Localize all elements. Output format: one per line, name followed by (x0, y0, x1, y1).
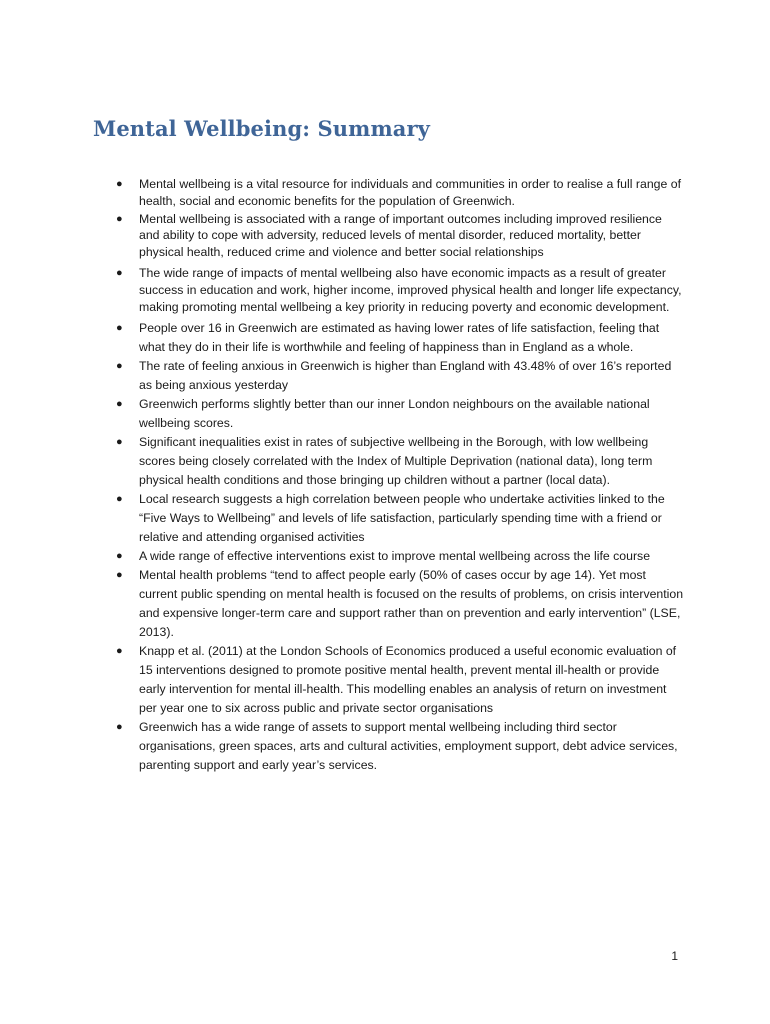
bullet-icon: ● (116, 360, 123, 373)
list-item (114, 176, 684, 210)
list-item-text: Significant inequalities exist in rates of subjective wellbeing in the Borough, with low wellbeing scores being closely correlated with the Index of Multiple Deprivation (national data), long term physical health conditions and those bringing up children without a partner (local data). (139, 435, 653, 488)
bullet-icon: ● (116, 645, 123, 658)
bullet-icon: ● (116, 398, 123, 411)
list-item-text: Greenwich performs slightly better than our inner London neighbours on the available national wellbeing scores. (139, 397, 650, 431)
list-item (114, 265, 684, 315)
list-item-text: Greenwich has a wide range of assets to support mental wellbeing including third sector organisations, green spaces, arts and cultural activities, employment support, debt advice services, parenting support and early year’s services. (139, 720, 678, 773)
list-item (114, 357, 684, 395)
list-item (114, 566, 684, 642)
list-item-text: Knapp et al. (2011) at the London Schools of Economics produced a useful economic evaluation of 15 interventions designed to promote positive mental health, prevent mental ill-health or provide early intervention for mental ill-health. This modelling enables an analysis of return on investment per year one to six across public and private sector organisations (139, 644, 677, 716)
list-item (114, 642, 684, 718)
bullet-icon: ● (116, 436, 123, 449)
list-item (114, 433, 684, 490)
bullet-icon: ● (116, 322, 123, 335)
page-title: Mental Wellbeing: Summary (93, 116, 430, 141)
list-item-text: A wide range of effective interventions exist to improve mental wellbeing across the life course (139, 549, 651, 564)
list-item (114, 490, 684, 547)
bullet-icon: ● (116, 550, 123, 563)
bullet-icon: ● (116, 721, 123, 734)
list-item (114, 547, 684, 566)
page-number: 1 (671, 949, 678, 963)
bullet-icon: ● (116, 178, 123, 190)
summary-bullet-list (114, 176, 684, 775)
list-item-text: People over 16 in Greenwich are estimated as having lower rates of life satisfaction, feeling that what they do in their life is worthwhile and feeling of happiness than in England as a whole. (139, 321, 660, 355)
bullet-icon: ● (116, 493, 123, 506)
list-item (114, 718, 684, 775)
bullet-icon: ● (116, 569, 123, 582)
bullet-icon: ● (116, 212, 123, 225)
list-item (114, 395, 684, 433)
list-item-text: The wide range of impacts of mental wellbeing also have economic impacts as a result of greater success in education and work, higher income, improved physical health and longer life expectancy, making promoting mental wellbeing a key priority in reducing poverty and economic development. (139, 265, 682, 314)
list-item-text: Local research suggests a high correlation between people who undertake activities linked to the “Five Ways to Wellbeing” and levels of life satisfaction, particularly spending time with a friend or relative and attending organised activities (139, 492, 665, 545)
bullet-icon: ● (116, 266, 123, 279)
list-item (114, 211, 684, 261)
list-item (114, 319, 684, 357)
list-item-text: Mental health problems “tend to affect people early (50% of cases occur by age 14). Yet most current public spending on mental health is focused on the results of problems, on crisis intervention and expensive longer-term care and support rather than on prevention and early intervention” (LSE, 2013). (139, 568, 684, 640)
list-item-text: Mental wellbeing is associated with a range of important outcomes including improved resilience and ability to cope with adversity, reduced levels of mental disorder, reduced mortality, better physical health, reduced crime and violence and better social relationships (139, 211, 662, 260)
list-item-text: The rate of feeling anxious in Greenwich is higher than England with 43.48% of over 16’s reported as being anxious yesterday (139, 359, 672, 393)
list-item-text: Mental wellbeing is a vital resource for individuals and communities in order to realise a full range of health, social and economic benefits for the population of Greenwich. (139, 177, 682, 208)
